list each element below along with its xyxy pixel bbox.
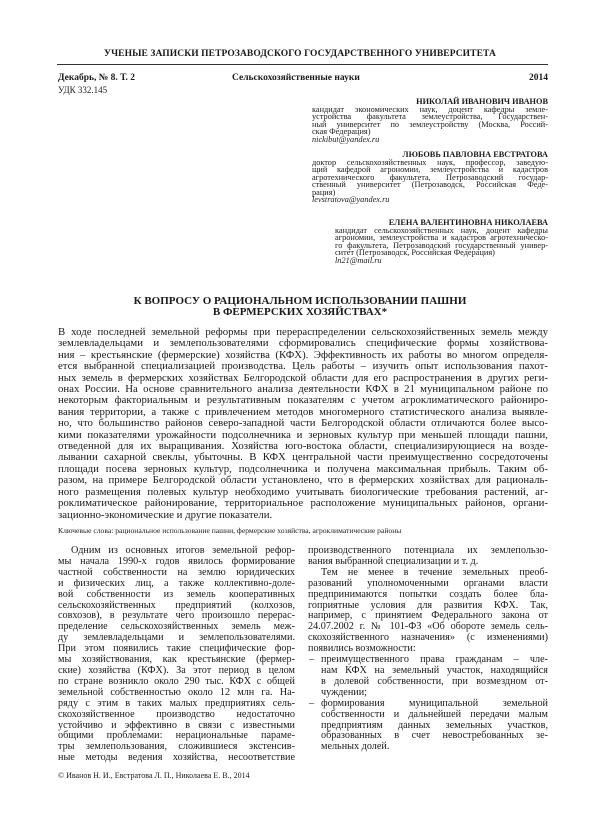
author-block: [312, 98, 548, 143]
abstract-line: отведенной для их выращивания. Хозяйства юго-востока области, специализирующиеся на возде-: [58, 440, 548, 453]
author-affiliation-line: щий кафедрой агрономии, землеустройства и кадастров: [312, 165, 548, 174]
author-name: НИКОЛАЙ ИВАНОВИЧ ИВАНОВ: [416, 97, 548, 106]
body-line: сельскохозяйственных предприятий (колхозов,: [58, 599, 295, 611]
list-item-line: мельных долей.: [321, 741, 390, 753]
abstract-line: ется выбранной специализацией производства. Цель работы – изучить опыт использования пахот-: [58, 360, 548, 373]
body-line: по стране возникло около 290 тыс. КФХ с общей: [58, 675, 295, 687]
body-line: например, с принятием Федерального закона от: [308, 610, 548, 622]
author-name: ЛЮБОВЬ ПАВЛОВНА ЕВСТРАТОВА: [402, 150, 548, 159]
author-affiliation-line: рация): [312, 187, 336, 197]
abstract-line: площади посева зерновых культур, подсолнечника и получена максимальная прибыль. Таким об-: [58, 462, 548, 475]
author-affiliation-line: устройства факультета землеустройства, Государствен-: [312, 112, 548, 121]
author-affiliation-line: агротехнического факультета, Петрозаводский государ-: [312, 172, 548, 182]
bullet-dash: –: [309, 654, 315, 666]
abstract-line: ных земель в фермерских хозяйствах Белгородской области для его распространения в других реги-: [58, 371, 548, 384]
body-line: ряду с этим в таких малых предприятиях сель-: [58, 697, 295, 709]
list-item-line: преимущественного права гражданам – чле-: [321, 654, 548, 666]
body-line: ду землевладельцами и землепользователями.: [58, 632, 295, 644]
list-item-line: образованных в счет невостребованных зе-: [321, 730, 548, 742]
author-affiliation-line: ситет (Петрозаводск, Российская Федерация): [335, 248, 495, 257]
body-line: 24.07.2002 г. № 101-ФЗ «Об обороте земель сель-: [308, 621, 548, 633]
body-line: Одним из основных итогов земельной рефор-: [71, 545, 295, 556]
abstract-line: ного размещения полевых культур необходимо учитывать биологические требования растений, аг-: [58, 485, 548, 498]
author-affiliation-line: кандидат экономических наук, доцент кафедры земле-: [312, 104, 548, 114]
body-line: появились возможности:: [308, 643, 416, 655]
author-block: [312, 151, 548, 204]
body-line: частной собственности на землю юридических: [58, 566, 295, 578]
body-line: предпринимаются попытки создать более бла-: [308, 588, 548, 600]
author-name: ЕЛЕНА ВАЛЕНТИНОВНА НИКОЛАЕВА: [388, 218, 548, 227]
abstract-line: вания территории, а также с привлечением методов многомерного статистического анализа выявле-: [58, 405, 548, 418]
body-line: вой собственности из земель кооперативных: [58, 588, 295, 600]
list-item-line: формирования муниципальной земельной: [321, 697, 548, 709]
abstract-line: В ходе последней земельной реформы при перераспределении сельскохозяйственных земель между: [58, 326, 548, 338]
body-line: устойчиво и эффективно в связи с известными: [58, 719, 295, 731]
body-line: и физических лиц, а также коллективно-доле-: [58, 577, 295, 589]
list-item-line: собственности и дальнейшей передачи малым: [321, 708, 548, 720]
abstract-line: разом, на примере Белгородской области установлено, что в фермерских хозяйствах для рациональ-: [58, 474, 548, 487]
section-name: Сельскохозяйственные науки: [232, 73, 360, 83]
abstract-line: зационно-экономические и другие показатели.: [58, 508, 273, 521]
abstract-line: но, что большинство районов северо-западной части Белгородской области отличаются более высо-: [58, 417, 548, 430]
body-line: совхозов), в результате чего произошло перерас-: [58, 610, 295, 622]
issue-year: 2014: [529, 73, 548, 83]
list-item-line: нам КФХ на земельный участок, находящийся: [321, 664, 548, 676]
abstract-line: роклиматическое районирование, территориальное расположение муниципальных районов, органи-: [58, 497, 548, 510]
abstract: [58, 327, 548, 521]
list-item: [308, 655, 548, 699]
body-line: мы хозяйствования, как крестьянские (фермер-: [58, 654, 295, 666]
author-affiliation-line: ственный университет (Петрозаводск, Российская Феде-: [312, 180, 548, 189]
udk-code: УДК 332.145: [58, 85, 108, 95]
bullet-dash: –: [309, 697, 315, 709]
list-item-line: чуждении;: [321, 686, 368, 698]
issue-info: Декабрь, № 8. Т. 2: [58, 73, 136, 83]
abstract-line: некоторым факториальным и результативным показателям с учетом агроклиматического райониро-: [58, 394, 548, 407]
right-column: [308, 546, 548, 753]
body-line: пределение сельскохозяйственных земель меж-: [58, 621, 295, 633]
body-line: земельной собственностью около 12 млн га. На-: [58, 686, 295, 698]
author-email: nickibut@yandex.ru: [312, 134, 380, 144]
body-line: производственного потенциала их землепользо-: [308, 545, 548, 556]
body-line: Тем не менее в течение земельных преоб-: [321, 566, 548, 578]
article-title: [0, 296, 600, 318]
body-line: При этом появились такие специфические фор-: [58, 643, 295, 655]
author-affiliation-line: ный университет по землеустройству (Москва, Россий-: [312, 119, 548, 129]
author-affiliation-line: кандидат сельскохозяйственных наук, доцент кафедры: [335, 225, 548, 235]
author-affiliation-line: го факультета, Петрозаводский государственный универ-: [335, 240, 548, 250]
abstract-line: ния – крестьянские (фермерские) хозяйства (КФХ). Эффективность их работы во многом определя-: [58, 348, 548, 361]
abstract-line: землевладельцами и землепользователями сформировались специфические формы хозяйствова-: [58, 337, 548, 350]
body-line: скохозяйственное производство недостаточно: [58, 708, 295, 720]
body-line: тры землепользования, сложившиеся экстенсив-: [58, 741, 295, 753]
author-email: levstratova@yandex.ru: [312, 195, 390, 204]
author-affiliation-line: агрономии, землеустройства и кадастров агротехническо-: [335, 233, 548, 242]
keywords: Ключевые слова: рациональное использование пашни, фермерские хозяйства, агроклиматические районы: [58, 526, 402, 535]
body-line: ные методы ведения хозяйства, несоответствие: [58, 752, 295, 764]
left-column: [58, 546, 295, 764]
body-line: мы начала 1990-х годов явилось формирование: [58, 555, 295, 567]
author-affiliation-line: доктор сельскохозяйственных наук, профессор, заведую-: [312, 157, 548, 167]
body-line: вания выбранной специализации и т. д.: [308, 555, 479, 567]
list-item-line: предприятиям данных земельных участков,: [321, 719, 548, 731]
article-title-line: В ФЕРМЕРСКИХ ХОЗЯЙСТВАХ*: [212, 306, 388, 318]
list-item: [308, 699, 548, 754]
author-affiliation-line: ская Федерация): [312, 127, 371, 136]
body-line: скохозяйственного назначения» (с изменениями): [308, 632, 548, 644]
author-email: ln21@mail.ru: [335, 255, 382, 265]
abstract-line: кими показателями урожайности подсолнечника и зерновых культур при меньшей площади пашни,: [58, 428, 548, 441]
body-line: разований уполномоченными органами власти: [308, 577, 548, 589]
copyright: © Иванов Н. И., Евстратова Л. П., Николаева Е. В., 2014: [58, 771, 250, 780]
body-line: ские) хозяйства (КФХ). За этот период в целом: [58, 664, 295, 676]
body-line: гоприятные условия для развития КФХ. Так,: [308, 599, 548, 611]
author-block: [335, 219, 548, 264]
header-rule: [57, 64, 548, 65]
journal-title: УЧЕНЫЕ ЗАПИСКИ ПЕТРОЗАВОДСКОГО ГОСУДАРСТВЕННОГО УНИВЕРСИТЕТА: [104, 49, 496, 59]
list-item-line: в долевой собственности, при возмездном от-: [321, 675, 548, 687]
abstract-line: онах России. На основе сравнительного анализа деятельности КФХ в 21 муниципальном районе по: [58, 383, 548, 396]
article-title-line: К ВОПРОСУ О РАЦИОНАЛЬНОМ ИСПОЛЬЗОВАНИИ ПАШНИ: [133, 295, 467, 307]
body-line: общими проблемами: нерациональные параме-: [58, 730, 295, 742]
abstract-line: лывании сахарной свеклы, убыточны. В КФХ центральной части преимущественно сосредоточены: [58, 451, 548, 464]
